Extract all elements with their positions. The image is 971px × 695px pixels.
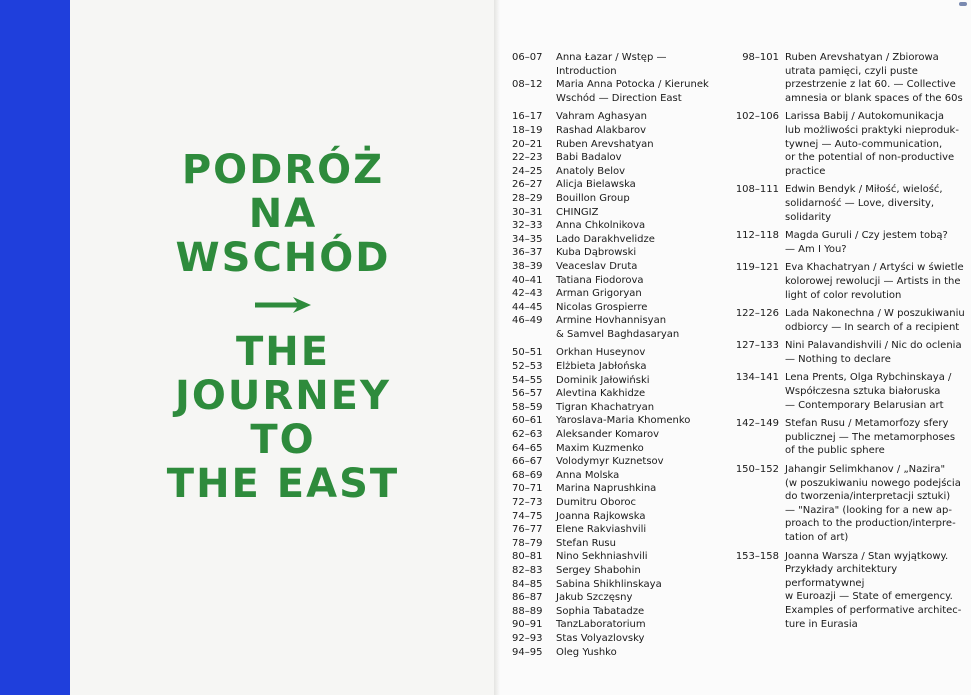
toc-entry-title: Maria Anna Potocka / Kierunek Wschód — Direction East [556,79,709,104]
corner-mark [959,2,967,6]
toc-entry [512,482,730,496]
toc-entry [512,178,730,192]
toc-entry-title: Stas Volyazlovsky [556,632,645,644]
toc-page-range: 134–141 [735,372,779,384]
toc-entry-title: Vahram Aghasyan [556,111,647,123]
toc-page-range: 122–126 [735,308,779,320]
toc-entry [512,110,730,124]
toc-page-range: 28–29 [512,192,543,204]
toc-page-range: 08–12 [512,79,543,91]
toc-entry-title: TanzLaboratorium [556,619,646,631]
toc-entry [735,261,965,302]
toc-entry [735,110,965,178]
toc-page-range: 46–49 [512,315,543,327]
toc-page-range: 112–118 [735,230,779,242]
toc-entry [512,537,730,551]
toc-page-range: 80–81 [512,551,543,563]
toc-entry-title: Anna Łazar / Wstęp — Introduction [556,52,667,77]
toc-page-range: 150–152 [735,464,779,476]
toc-page-range: 82–83 [512,564,543,576]
toc-entry-title: Oleg Yushko [556,646,617,658]
toc-page-range: 42–43 [512,288,543,300]
toc-entry-title: CHINGIZ [556,206,599,218]
title-pl-line: WSCHÓD [175,235,391,281]
toc-entry [512,428,730,442]
toc-page-range: 18–19 [512,124,543,136]
toc-entry-title: Stefan Rusu / Metamorfozy sfery publicznej — The metamorphoses of the public sphere [785,418,956,457]
toc-page-range: 22–23 [512,152,543,164]
toc-page-range: 52–53 [512,361,543,373]
toc-entry [735,339,965,366]
toc-entry-title: Joanna Warsza / Stan wyjątkowy. Przykłady architektury performatywnej w Euroazji — State of emergency. Examples of performative architec- ture in Eurasia [785,550,962,630]
toc-entry-title: Yaroslava-Maria Khomenko [556,415,691,427]
title-en-line: THE EAST [166,461,400,507]
toc-entry-title: Jakub Szczęsny [556,592,633,604]
toc-entry-title: Nicolas Grospierre [556,301,648,313]
toc-page-range: 102–106 [735,111,779,123]
toc-entry-title: Elżbieta Jabłońska [556,361,647,373]
toc-entry-title: Edwin Bendyk / Miłość, wielość, solidarność — Love, diversity, solidarity [785,184,943,223]
toc-page-range: 92–93 [512,632,543,644]
toc-entry [735,417,965,458]
toc-page-range: 119–121 [735,262,779,274]
toc-page-range: 98–101 [742,52,779,63]
toc-entry-title: Joanna Rajkowska [556,510,646,522]
toc-entry-title: Arman Grigoryan [556,288,642,300]
toc-page-range: 30–31 [512,206,543,218]
toc-entry [512,206,730,220]
toc-entry [512,360,730,374]
arrow-container [70,280,496,330]
toc-entry-title: Tatiana Fiodorova [556,274,644,286]
toc-entry [735,550,965,632]
toc-entry [735,183,965,224]
toc-page-range: 50–51 [512,347,543,359]
toc-page-range: 32–33 [512,220,543,232]
toc-entry-title: Anna Chkolnikova [556,220,646,232]
toc-entry [512,274,730,288]
toc-entry [512,233,730,247]
title-en-line: THE [235,329,331,375]
toc-entry [735,307,965,334]
toc-entry [512,618,730,632]
toc-entry-title: Marina Naprushkina [556,483,657,495]
toc-page-range: 36–37 [512,247,543,259]
toc-entry-title: Alicja Bielawska [556,179,636,191]
toc-entry [512,51,730,78]
toc-entry-title: Maxim Kuzmenko [556,442,644,454]
toc-page-range: 76–77 [512,524,543,536]
toc-entry-title: Lena Prents, Olga Rybchinskaya / Współczesna sztuka białoruska — Contemporary Belarusian art [785,372,952,411]
title-pl-line: PODRÓŻ [181,147,385,193]
toc-page-range: 78–79 [512,537,543,549]
toc-entry [512,78,730,105]
toc-entry [512,646,730,660]
toc-page-range: 142–149 [735,418,779,430]
toc-page-range: 84–85 [512,578,543,590]
toc-page-range: 58–59 [512,401,543,413]
blue-cover-band [0,0,70,695]
toc-entry-title: Eva Khachatryan / Artyści w świetle kolorowej rewolucji — Artists in the light of color revolution [785,262,964,301]
toc-page-range: 74–75 [512,510,543,522]
toc-entry-title: Volodymyr Kuznetsov [556,456,664,468]
toc-entry-title: Armine Hovhannisyan & Samvel Baghdasaryan [556,315,680,340]
toc-entry [512,496,730,510]
toc-page-range: 40–41 [512,274,543,286]
toc-page-range: 70–71 [512,483,543,495]
title-en-line: TO [250,417,316,463]
toc-entry-title: Elene Rakviashvili [556,524,647,536]
toc-entry-title: Magda Guruli / Czy jestem tobą? — Am I You? [785,230,948,255]
toc-entry [512,151,730,165]
toc-page-range: 62–63 [512,429,543,441]
toc-entry [512,246,730,260]
toc-entry-title: Bouillon Group [556,192,630,204]
toc-entry [512,287,730,301]
toc-entry-title: Nino Sekhniashvili [556,551,648,563]
contents-list-essays [735,51,965,631]
toc-entry [512,192,730,206]
toc-page-range: 127–133 [735,340,779,352]
toc-page-range: 54–55 [512,374,543,386]
toc-entry-title: Anna Molska [556,469,620,481]
toc-entry-title: Rashad Alakbarov [556,124,646,136]
toc-entry [512,578,730,592]
title-pl-line: NA [248,191,318,237]
toc-page-range: 90–91 [512,619,543,631]
toc-entry [735,371,965,412]
toc-entry-title: Ruben Arevshatyan / Zbiorowa utrata pamięci, czyli puste przestrzenie z lat 60. — Collective amnesia or blank spaces of the 60s [785,52,963,104]
toc-entry [735,463,965,545]
toc-entry-title: Sabina Shikhlinskaya [556,578,662,590]
toc-page-range: 20–21 [512,138,543,150]
toc-page-range: 38–39 [512,260,543,272]
toc-entry-title: Sophia Tabatadze [556,605,645,617]
toc-entry [512,124,730,138]
toc-page-range: 88–89 [512,605,543,617]
toc-page-range: 72–73 [512,497,543,508]
toc-entry [512,605,730,619]
toc-entry [735,51,965,105]
toc-entry [512,510,730,524]
toc-entry-title: Aleksander Komarov [556,429,660,441]
toc-entry [512,314,730,341]
toc-page-range: 44–45 [512,301,543,313]
toc-entry-title: Larissa Babij / Autokomunikacja lub możliwości praktyki nieproduk- tywnej — Auto-communication, or the potential of non-productive practice [785,111,959,177]
toc-page-range: 24–25 [512,165,543,177]
toc-entry [512,138,730,152]
toc-page-range: 60–61 [512,415,543,427]
toc-page-range: 66–67 [512,456,543,468]
toc-entry-title: Stefan Rusu [556,537,616,549]
toc-entry-title: Tigran Khachatryan [556,401,655,413]
toc-page-range: 108–111 [735,184,779,196]
toc-entry-title: Kuba Dąbrowski [556,247,637,259]
toc-entry-title: Sergey Shabohin [556,564,641,576]
contents-list-artists [512,51,730,659]
toc-entry [512,523,730,537]
toc-entry-title: Veaceslav Druta [556,260,638,272]
toc-page-range: 153–158 [735,550,779,562]
toc-entry [512,455,730,469]
toc-entry-title: Ruben Arevshatyan [556,138,654,150]
toc-entry-title: Babi Badalov [556,152,622,164]
toc-entry-title: Nini Palavandishvili / Nic do oclenia — Nothing to declare [785,340,962,365]
toc-entry-title: Lada Nakonechna / W poszukiwaniu odbiorcy — In search of a recipient [785,308,965,333]
toc-page-range: 56–57 [512,388,543,400]
toc-page-range: 64–65 [512,442,543,454]
toc-entry [512,564,730,578]
toc-entry-title: Dumitru Oboroc [556,497,636,508]
toc-entry-title: Lado Darakhvelidze [556,233,655,245]
toc-entry [512,165,730,179]
toc-entry [512,301,730,315]
toc-page-range: 16–17 [512,111,543,123]
toc-entry [512,374,730,388]
toc-entry-title: Alevtina Kakhidze [556,388,646,400]
toc-entry [512,550,730,564]
toc-page-range: 94–95 [512,646,543,658]
toc-page-range: 86–87 [512,592,543,604]
arrow-right-icon [253,297,313,313]
toc-page-range: 06–07 [512,52,543,63]
toc-entry-title: Orkhan Huseynov [556,347,646,359]
toc-page-range: 68–69 [512,469,543,481]
toc-entry [512,387,730,401]
toc-entry-title: Dominik Jałowiński [556,374,650,386]
toc-entry [512,414,730,428]
toc-page-range: 34–35 [512,233,543,245]
toc-entry [512,469,730,483]
toc-entry [512,591,730,605]
toc-entry [512,442,730,456]
toc-entry [512,260,730,274]
toc-entry-title: Jahangir Selimkhanov / „Nazira" (w poszukiwaniu nowego podejścia do tworzenia/interpretacji sztuki) — "Nazira" (looking for a new ap- proach to the production/interpre- tation of art) [785,464,961,543]
toc-entry [512,632,730,646]
toc-entry [512,346,730,360]
toc-entry [512,219,730,233]
toc-entry [512,401,730,415]
toc-entry [735,229,965,256]
toc-page-range: 26–27 [512,179,543,191]
title-block [70,148,496,506]
title-en-line: JOURNEY [175,373,391,419]
toc-entry-title: Anatoly Belov [556,165,626,177]
